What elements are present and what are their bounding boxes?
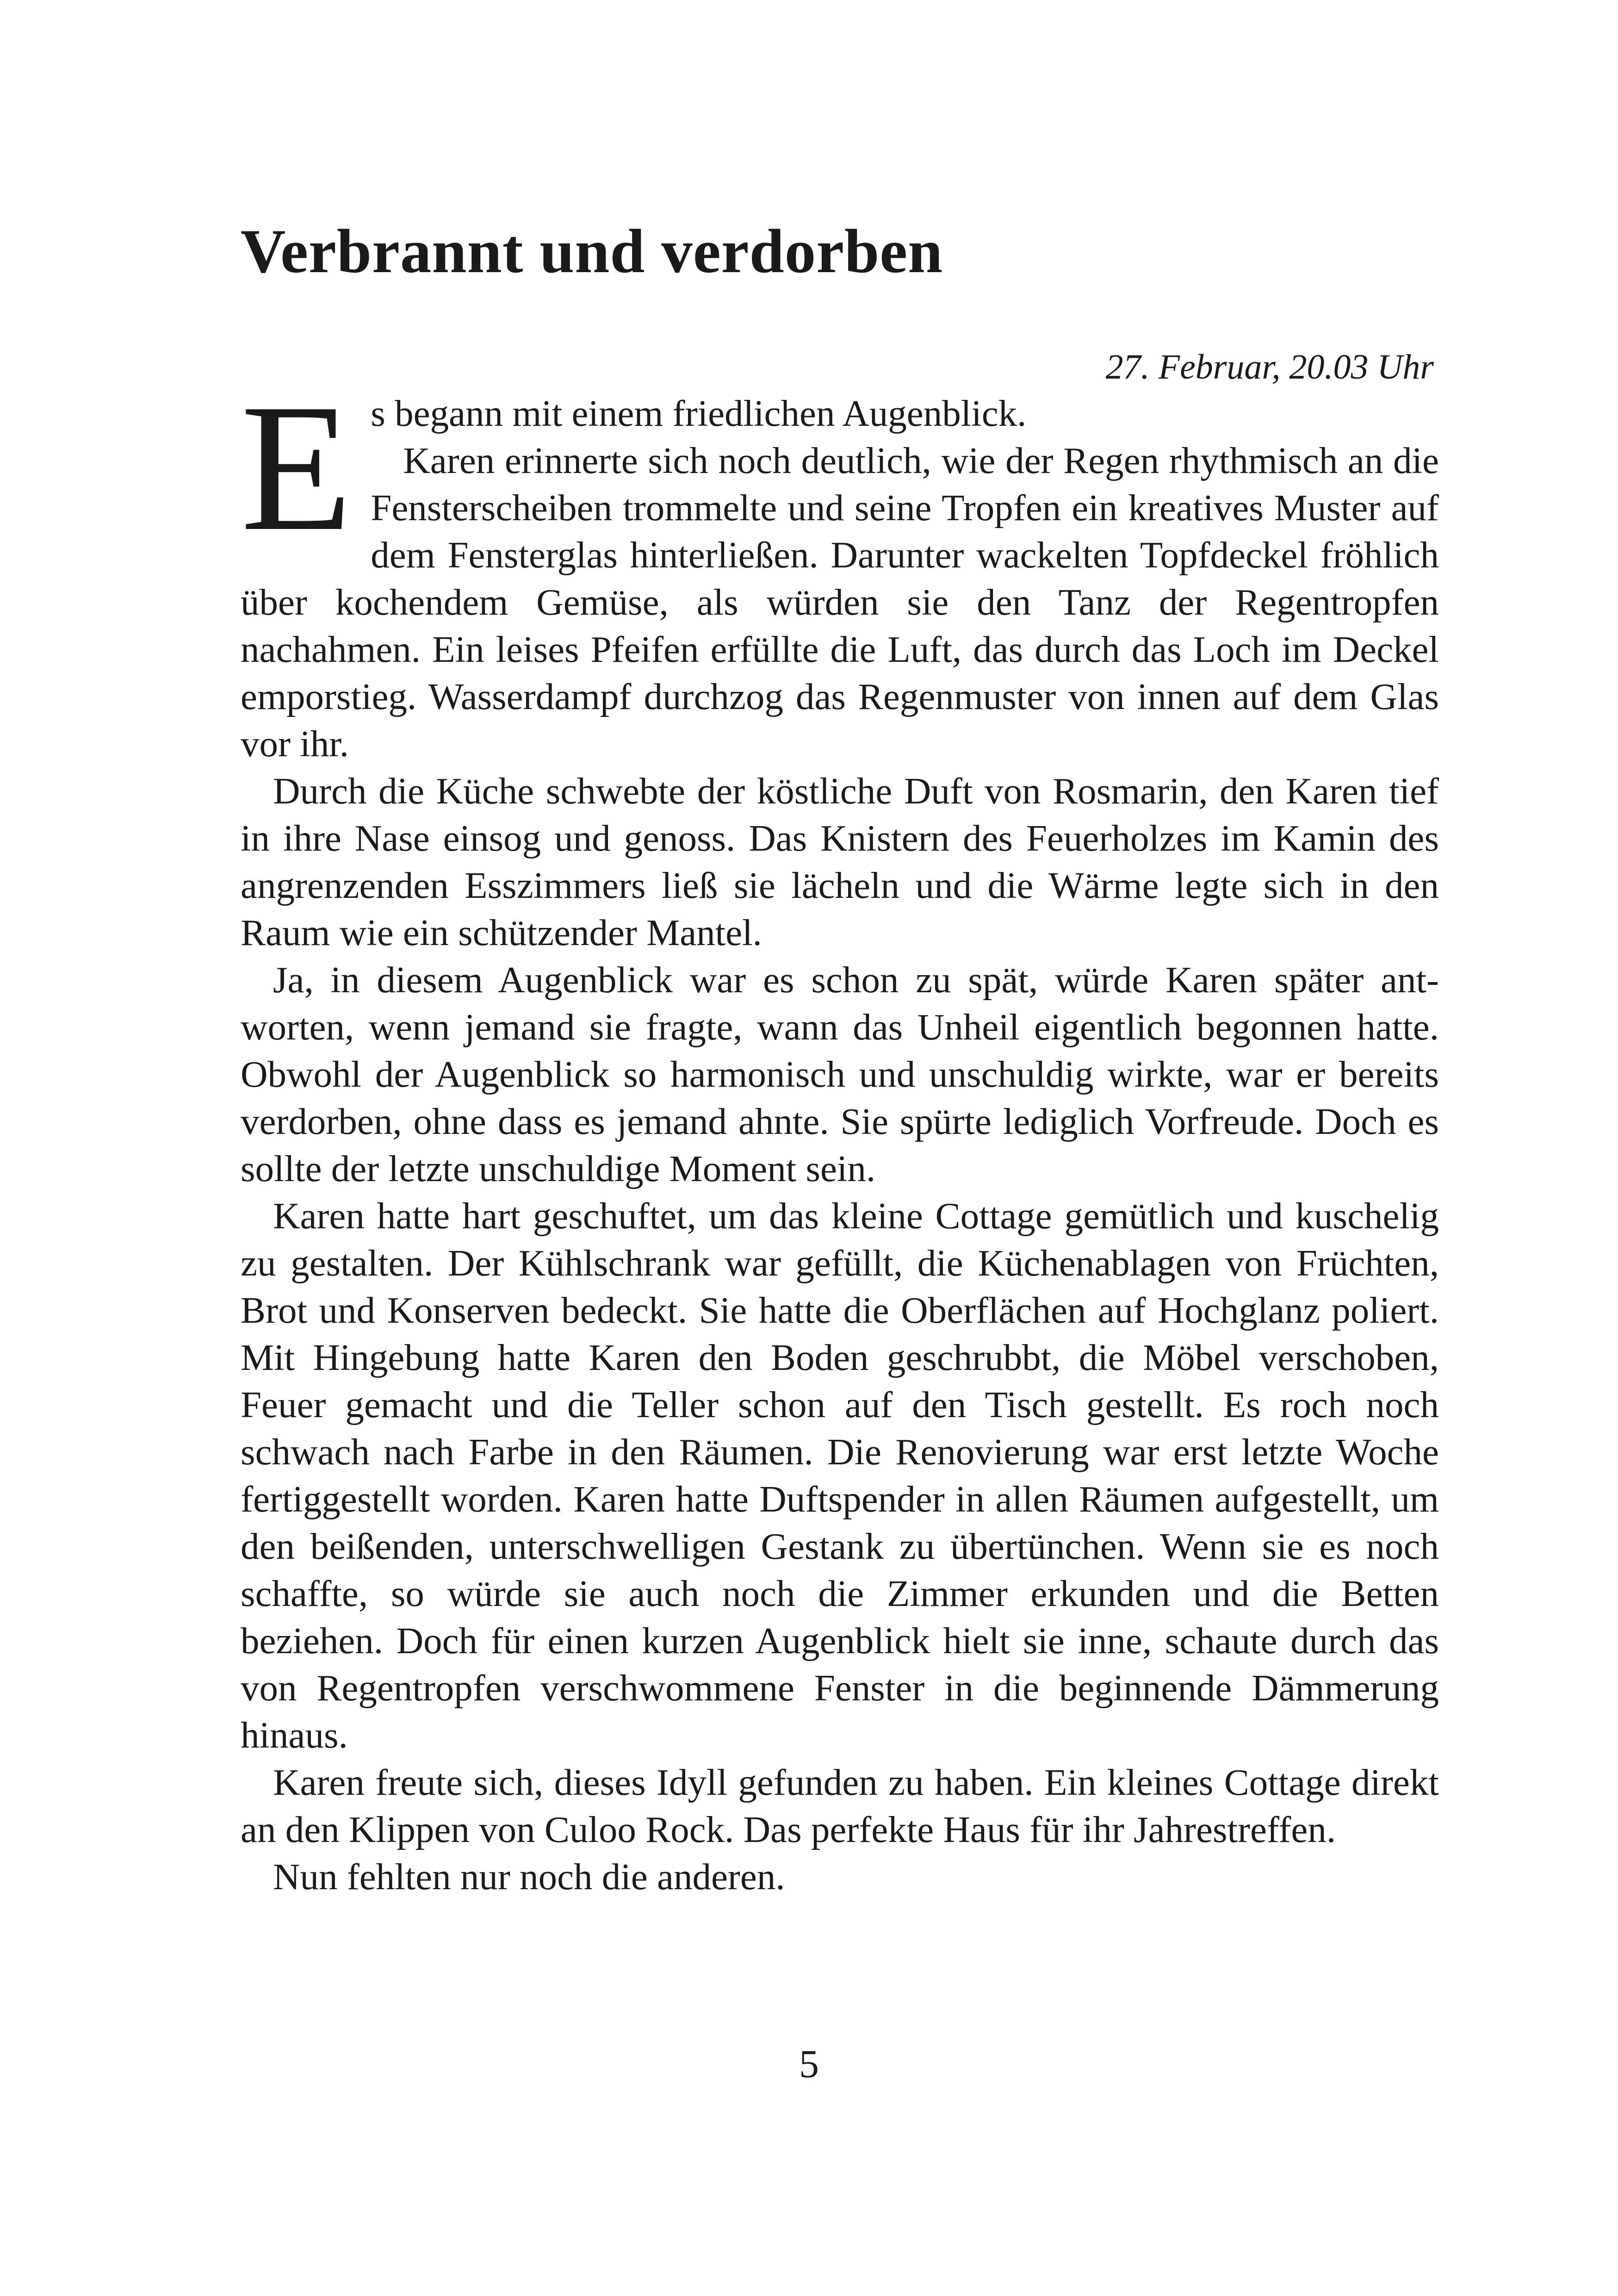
opening-lead-in: s begann mit einem friedlichen Augenblick. [371, 392, 1027, 434]
body-paragraph: Karen hatte hart geschuftet, um das kleine Cottage gemütlich und kuschelig zu gestalten. Der Kühlschrank war gefüllt, die Küchenablagen von Früchten, Brot und Konserven bedeckt. Sie hatte die Oberflächen auf Hochglanz poliert. Mit Hingebung hatte Karen den Boden geschrubbt, die Möbel verschoben, Feuer gemacht und die Teller schon auf den Tisch gestellt. Es roch noch schwach nach Farbe in den Räumen. Die Renovierung war erst letzte Woche fertiggestellt worden. Karen hatte Duftspender in allen Räumen aufgestellt, um den beißenden, unterschwelligen Gestank zu übertünchen. Wenn sie es noch schaffte, so würde sie auch noch die Zimmer erkunden und die Betten beziehen. Doch für einen kurzen Augenblick hielt sie inne, schaute durch das von Regentropfen verschwommene Fenster in die beginnende Dämmerung hinaus. [241, 1195, 1439, 1756]
opening-continuation: Karen erinnerte sich noch deutlich, wie der Regen rhythmisch an die Fensterscheiben trommelte und seine Tropfen ein kreatives Muster auf dem Fensterglas hinterließen. Darunter wackelten Topfdeckel fröhlich über kochendem Gemüse, als würden sie den Tanz der Regentropfen nachahmen. Ein leises Pfeifen erfüllte die Luft, das durch das Loch im Deckel emporstieg. Wasserdampf durchzog das Regenmuster von innen auf dem Glas vor ihr. [241, 440, 1439, 765]
body-paragraph: Karen freute sich, dieses Idyll gefunden zu haben. Ein kleines Cottage direkt an den Klippen von Culoo Rock. Das perfekte Haus für ihr Jahrestreffen. [241, 1761, 1439, 1850]
body-paragraph: Nun fehlten nur noch die anderen. [273, 1856, 785, 1898]
body-paragraph: Durch die Küche schwebte der köstliche Duft von Rosmarin, den Karen tief in ihre Nase einsog und genoss. Das Knistern des Feuerholzes im Kamin des angrenzenden Esszimmers ließ sie lächeln und die Wärme legte sich in den Raum wie ein schützender Mantel. [241, 770, 1439, 953]
body-paragraph: Ja, in diesem Augenblick war es schon zu spät, würde Karen später antworten, wenn jemand sie fragte, wann das Unheil eigentlich begonnen hatte. Obwohl der Augenblick so harmonisch und unschuldig wirkte, war er bereits verdorben, ohne dass es jemand ahnte. Sie spürte lediglich Vorfreude. Doch es sollte der letzte unschuldige Moment sein. [241, 959, 1439, 1189]
page-number: 5 [799, 2041, 819, 2086]
drop-cap: E [241, 367, 353, 569]
chapter-dateline: 27. Februar, 20.03 Uhr [1105, 348, 1434, 386]
chapter-title: Verbrannt und verdorben [241, 217, 943, 286]
